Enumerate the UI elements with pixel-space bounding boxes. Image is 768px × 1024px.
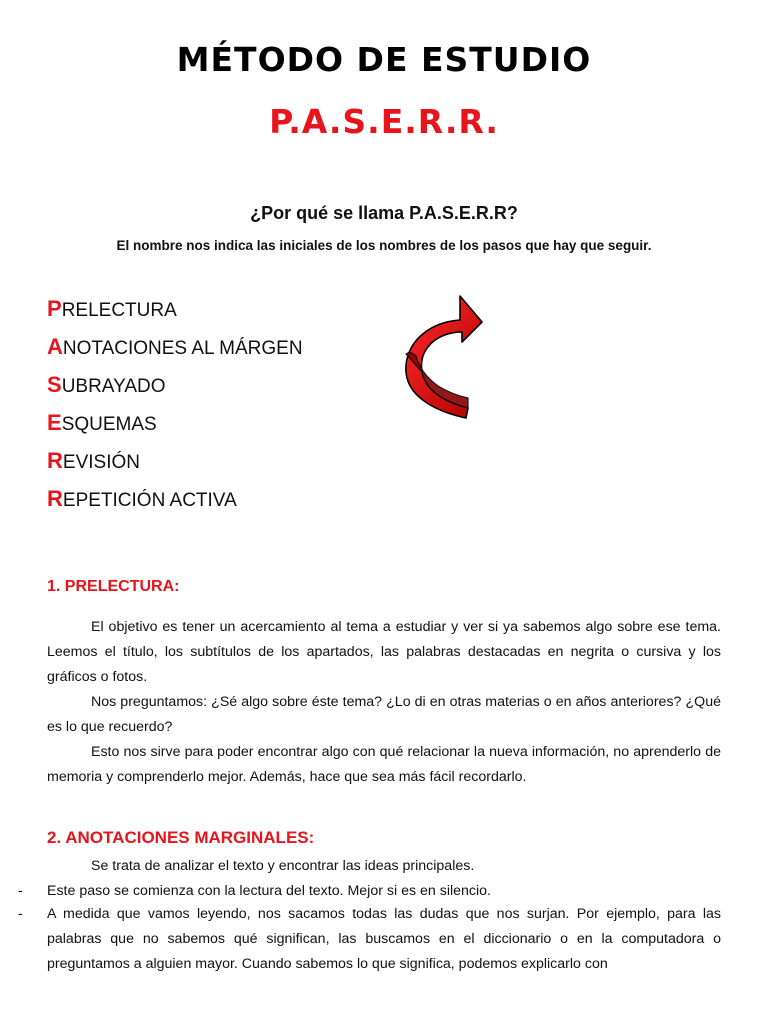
step-item xyxy=(47,486,303,524)
step-item xyxy=(47,410,303,448)
curved-arrow-icon xyxy=(398,292,488,422)
step-item xyxy=(47,372,303,410)
paragraph: El objetivo es tener un acercamiento al tema a estudiar y ver si ya sabemos algo sobre ese tema. Leemos el título, los subtítulos de los apartados, las palabras destacadas en negrita o cursiva y los gráficos o fotos. xyxy=(47,619,721,685)
section-heading: 1. PRELECTURA: xyxy=(47,578,180,595)
list-item: - Este paso se comienza con la lectura del texto. Mejor si es en silencio. xyxy=(18,883,491,899)
step-rest: SQUEMAS xyxy=(61,414,157,435)
document-subtitle: P.A.S.E.R.R. xyxy=(269,102,499,141)
step-initial: E xyxy=(47,410,62,435)
step-initial: S xyxy=(47,372,62,397)
paragraph: Se trata de analizar el texto y encontrar las ideas principales. xyxy=(91,858,475,874)
step-rest: UBRAYADO xyxy=(61,376,166,397)
steps-list xyxy=(47,296,303,524)
intro-question: ¿Por qué se llama P.A.S.E.R.R? xyxy=(250,203,518,223)
step-item xyxy=(47,448,303,486)
step-rest: EVISIÓN xyxy=(62,452,140,473)
step-rest: NOTACIONES AL MÁRGEN xyxy=(62,338,303,359)
paragraph: Esto nos sirve para poder encontrar algo con qué relacionar la nueva información, no aprenderlo de memoria y comprenderlo mejor. Además, hace que sea más fácil recordarlo. xyxy=(47,744,721,785)
step-initial: P xyxy=(47,296,62,321)
intro-explanation: El nombre nos indica las iniciales de los nombres de los pasos que hay que seguir. xyxy=(116,238,652,253)
step-initial: R xyxy=(47,448,63,473)
paragraph: Nos preguntamos: ¿Sé algo sobre éste tema? ¿Lo di en otras materias o en años anteriores? ¿Qué es lo que recuerdo? xyxy=(47,694,721,735)
bullet-list xyxy=(0,880,768,977)
list-item: - A medida que vamos leyendo, nos sacamos todas las dudas que nos surjan. Por ejemplo, para las palabras que no sabemos qué significan, las buscamos en el diccionario o en la computadora o preguntamos a alguien mayor. Cuando sabemos lo que significa, podemos explicarlo con xyxy=(18,906,721,972)
step-item xyxy=(47,296,303,334)
step-initial: R xyxy=(47,486,63,511)
list-item-text: A medida que vamos leyendo, nos sacamos todas las dudas que nos surjan. Por ejemplo, para las palabras que no sabemos qué significan, las buscamos en el diccionario o en la computadora o preguntamos a alguien mayor. Cuando sabemos lo que significa, podemos explicarlo con xyxy=(47,906,721,972)
document-title: MÉTODO DE ESTUDIO xyxy=(176,40,592,79)
section-heading: 2. ANOTACIONES MARGINALES: xyxy=(47,828,315,847)
step-rest: EPETICIÓN ACTIVA xyxy=(62,490,237,511)
step-item xyxy=(47,334,303,372)
step-initial: A xyxy=(47,334,63,359)
list-item-text: Este paso se comienza con la lectura del texto. Mejor si es en silencio. xyxy=(47,883,491,899)
step-rest: RELECTURA xyxy=(61,300,177,321)
